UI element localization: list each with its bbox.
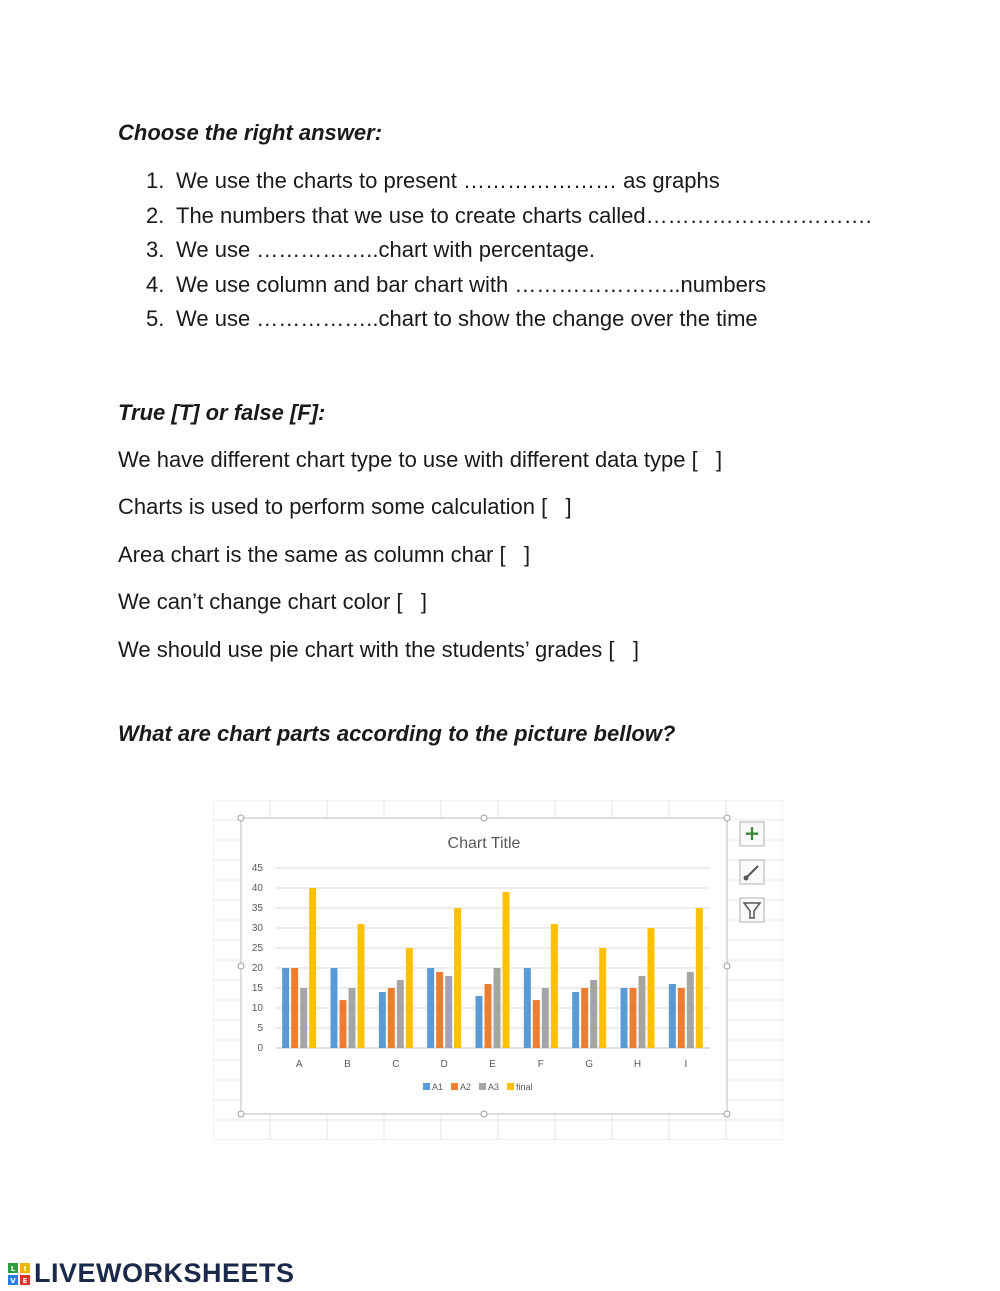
question-text: We use column and bar chart with …………………..numbers [176,271,767,297]
bar-A3-C[interactable] [397,980,404,1048]
bar-final-D[interactable] [454,908,461,1048]
legend-label: final [516,1082,533,1092]
bar-A1-G[interactable] [572,992,579,1048]
legend-swatch [479,1083,486,1090]
legend-swatch [507,1083,514,1090]
resize-handle[interactable] [238,815,244,821]
bar-final-C[interactable] [406,948,413,1048]
bar-A3-H[interactable] [639,976,646,1048]
y-tick-label: 30 [251,923,263,934]
bar-final-E[interactable] [503,892,510,1048]
resize-handle[interactable] [724,815,730,821]
bar-A1-A[interactable] [282,968,289,1048]
resize-handle[interactable] [724,963,730,969]
resize-handle[interactable] [724,1111,730,1117]
answer-bracket[interactable]: [ ] [541,494,572,519]
bar-A3-G[interactable] [590,980,597,1048]
x-tick-label: G [585,1059,594,1070]
true-false-item [118,589,427,615]
section3-heading: What are chart parts according to the picture bellow? [118,721,676,746]
badge-letter: V [10,1276,16,1285]
y-tick-label: 0 [257,1043,263,1054]
liveworksheets-badge-icon [8,1263,30,1285]
bar-A2-E[interactable] [485,984,492,1048]
x-tick-label: I [684,1059,688,1070]
bar-A3-D[interactable] [445,976,452,1048]
chart-svg [213,800,783,1140]
resize-handle[interactable] [481,815,487,821]
answer-bracket[interactable]: [ ] [396,589,427,614]
item-number: 1. [146,168,165,193]
bar-A2-A[interactable] [291,968,298,1048]
footer-logo-text: LIVEWORKSHEETS [34,1258,295,1288]
bar-A1-I[interactable] [669,984,676,1048]
resize-handle[interactable] [238,1111,244,1117]
statement-text: We can’t change chart color [118,589,391,614]
bar-A2-I[interactable] [678,988,685,1048]
chart-styles-button[interactable] [740,860,764,884]
legend-swatch [423,1083,430,1090]
true-false-item [118,542,530,568]
item-number: 2. [146,202,165,228]
footer-brand [8,1258,295,1289]
item-number: 3. [146,237,165,262]
chart-image [213,800,783,1140]
section1-heading: Choose the right answer: [118,120,383,145]
x-tick-label: E [489,1059,496,1070]
answer-bracket[interactable]: [ ] [608,637,639,662]
item-number: 4. [146,271,165,297]
y-tick-label: 40 [251,883,263,894]
bar-A1-B[interactable] [331,968,338,1048]
bar-A2-H[interactable] [630,988,637,1048]
x-tick-label: H [633,1059,642,1070]
y-tick-label: 15 [251,983,263,994]
list-item [146,201,872,236]
true-false-item [118,447,722,473]
y-tick-label: 5 [257,1023,263,1034]
statement-text: We should use pie chart with the students’ grades [118,637,603,662]
legend-label: A1 [432,1082,444,1092]
x-tick-label: D [440,1059,448,1070]
bar-A3-F[interactable] [542,988,549,1048]
y-tick-label: 45 [251,863,263,874]
y-tick-label: 25 [251,943,263,954]
y-tick-label: 20 [251,963,263,974]
badge-letter: L [10,1264,16,1273]
plus-icon: + [743,821,761,845]
bar-A1-F[interactable] [524,968,531,1048]
x-tick-label: A [295,1059,303,1070]
bar-A2-C[interactable] [388,988,395,1048]
x-tick-label: F [537,1059,544,1070]
chart-title: Chart Title [447,835,521,852]
true-false-item [118,494,572,520]
bar-final-H[interactable] [648,928,655,1048]
x-tick-label: C [392,1059,400,1070]
bar-A3-I[interactable] [687,972,694,1048]
multiple-choice-list [146,166,872,339]
bar-A2-G[interactable] [581,988,588,1048]
y-tick-label: 35 [251,903,263,914]
bar-A1-D[interactable] [427,968,434,1048]
list-item [146,166,872,201]
chart-filters-button[interactable] [740,898,764,922]
resize-handle[interactable] [481,1111,487,1117]
chart-tools [740,821,764,922]
list-item [146,270,872,305]
list-item [146,304,872,339]
statement-text: Area chart is the same as column char [118,542,494,567]
bar-A1-H[interactable] [621,988,628,1048]
list-item [146,235,872,270]
question-text: We use ……………..chart with percentage. [176,237,595,262]
question-text: We use ……………..chart to show the change over the time [176,306,758,331]
true-false-item [118,637,639,663]
bar-final-B[interactable] [358,924,365,1048]
bar-final-F[interactable] [551,924,558,1048]
legend-swatch [451,1083,458,1090]
bar-A2-D[interactable] [436,972,443,1048]
bar-A3-E[interactable] [494,968,501,1048]
badge-letter: I [23,1264,27,1273]
bar-final-I[interactable] [696,908,703,1048]
answer-bracket[interactable]: [ ] [499,542,531,567]
bar-A1-E[interactable] [476,996,483,1048]
badge-letter: E [22,1276,28,1285]
question-text: The numbers that we use to create charts called…………………………. [176,202,872,228]
add-element-button[interactable] [740,821,764,846]
y-tick-label: 10 [251,1003,263,1014]
item-number: 5. [146,306,165,331]
bar-A2-B[interactable] [340,1000,347,1048]
bar-A3-A[interactable] [300,988,307,1048]
section2-heading: True [T] or false [F]: [118,400,326,425]
bar-A2-F[interactable] [533,1000,540,1048]
statement-text: We have different chart type to use with different data type [118,447,686,472]
answer-bracket[interactable]: [ ] [691,447,723,472]
legend-label: A2 [460,1082,472,1092]
x-tick-label: B [344,1059,351,1070]
bar-final-G[interactable] [599,948,606,1048]
bar-final-A[interactable] [309,888,316,1048]
statement-text: Charts is used to perform some calculation [118,494,535,519]
question-text: We use the charts to present ………………… as graphs [176,168,720,193]
bar-A3-B[interactable] [349,988,356,1048]
resize-handle[interactable] [238,963,244,969]
legend-label: A3 [488,1082,500,1092]
bar-A1-C[interactable] [379,992,386,1048]
